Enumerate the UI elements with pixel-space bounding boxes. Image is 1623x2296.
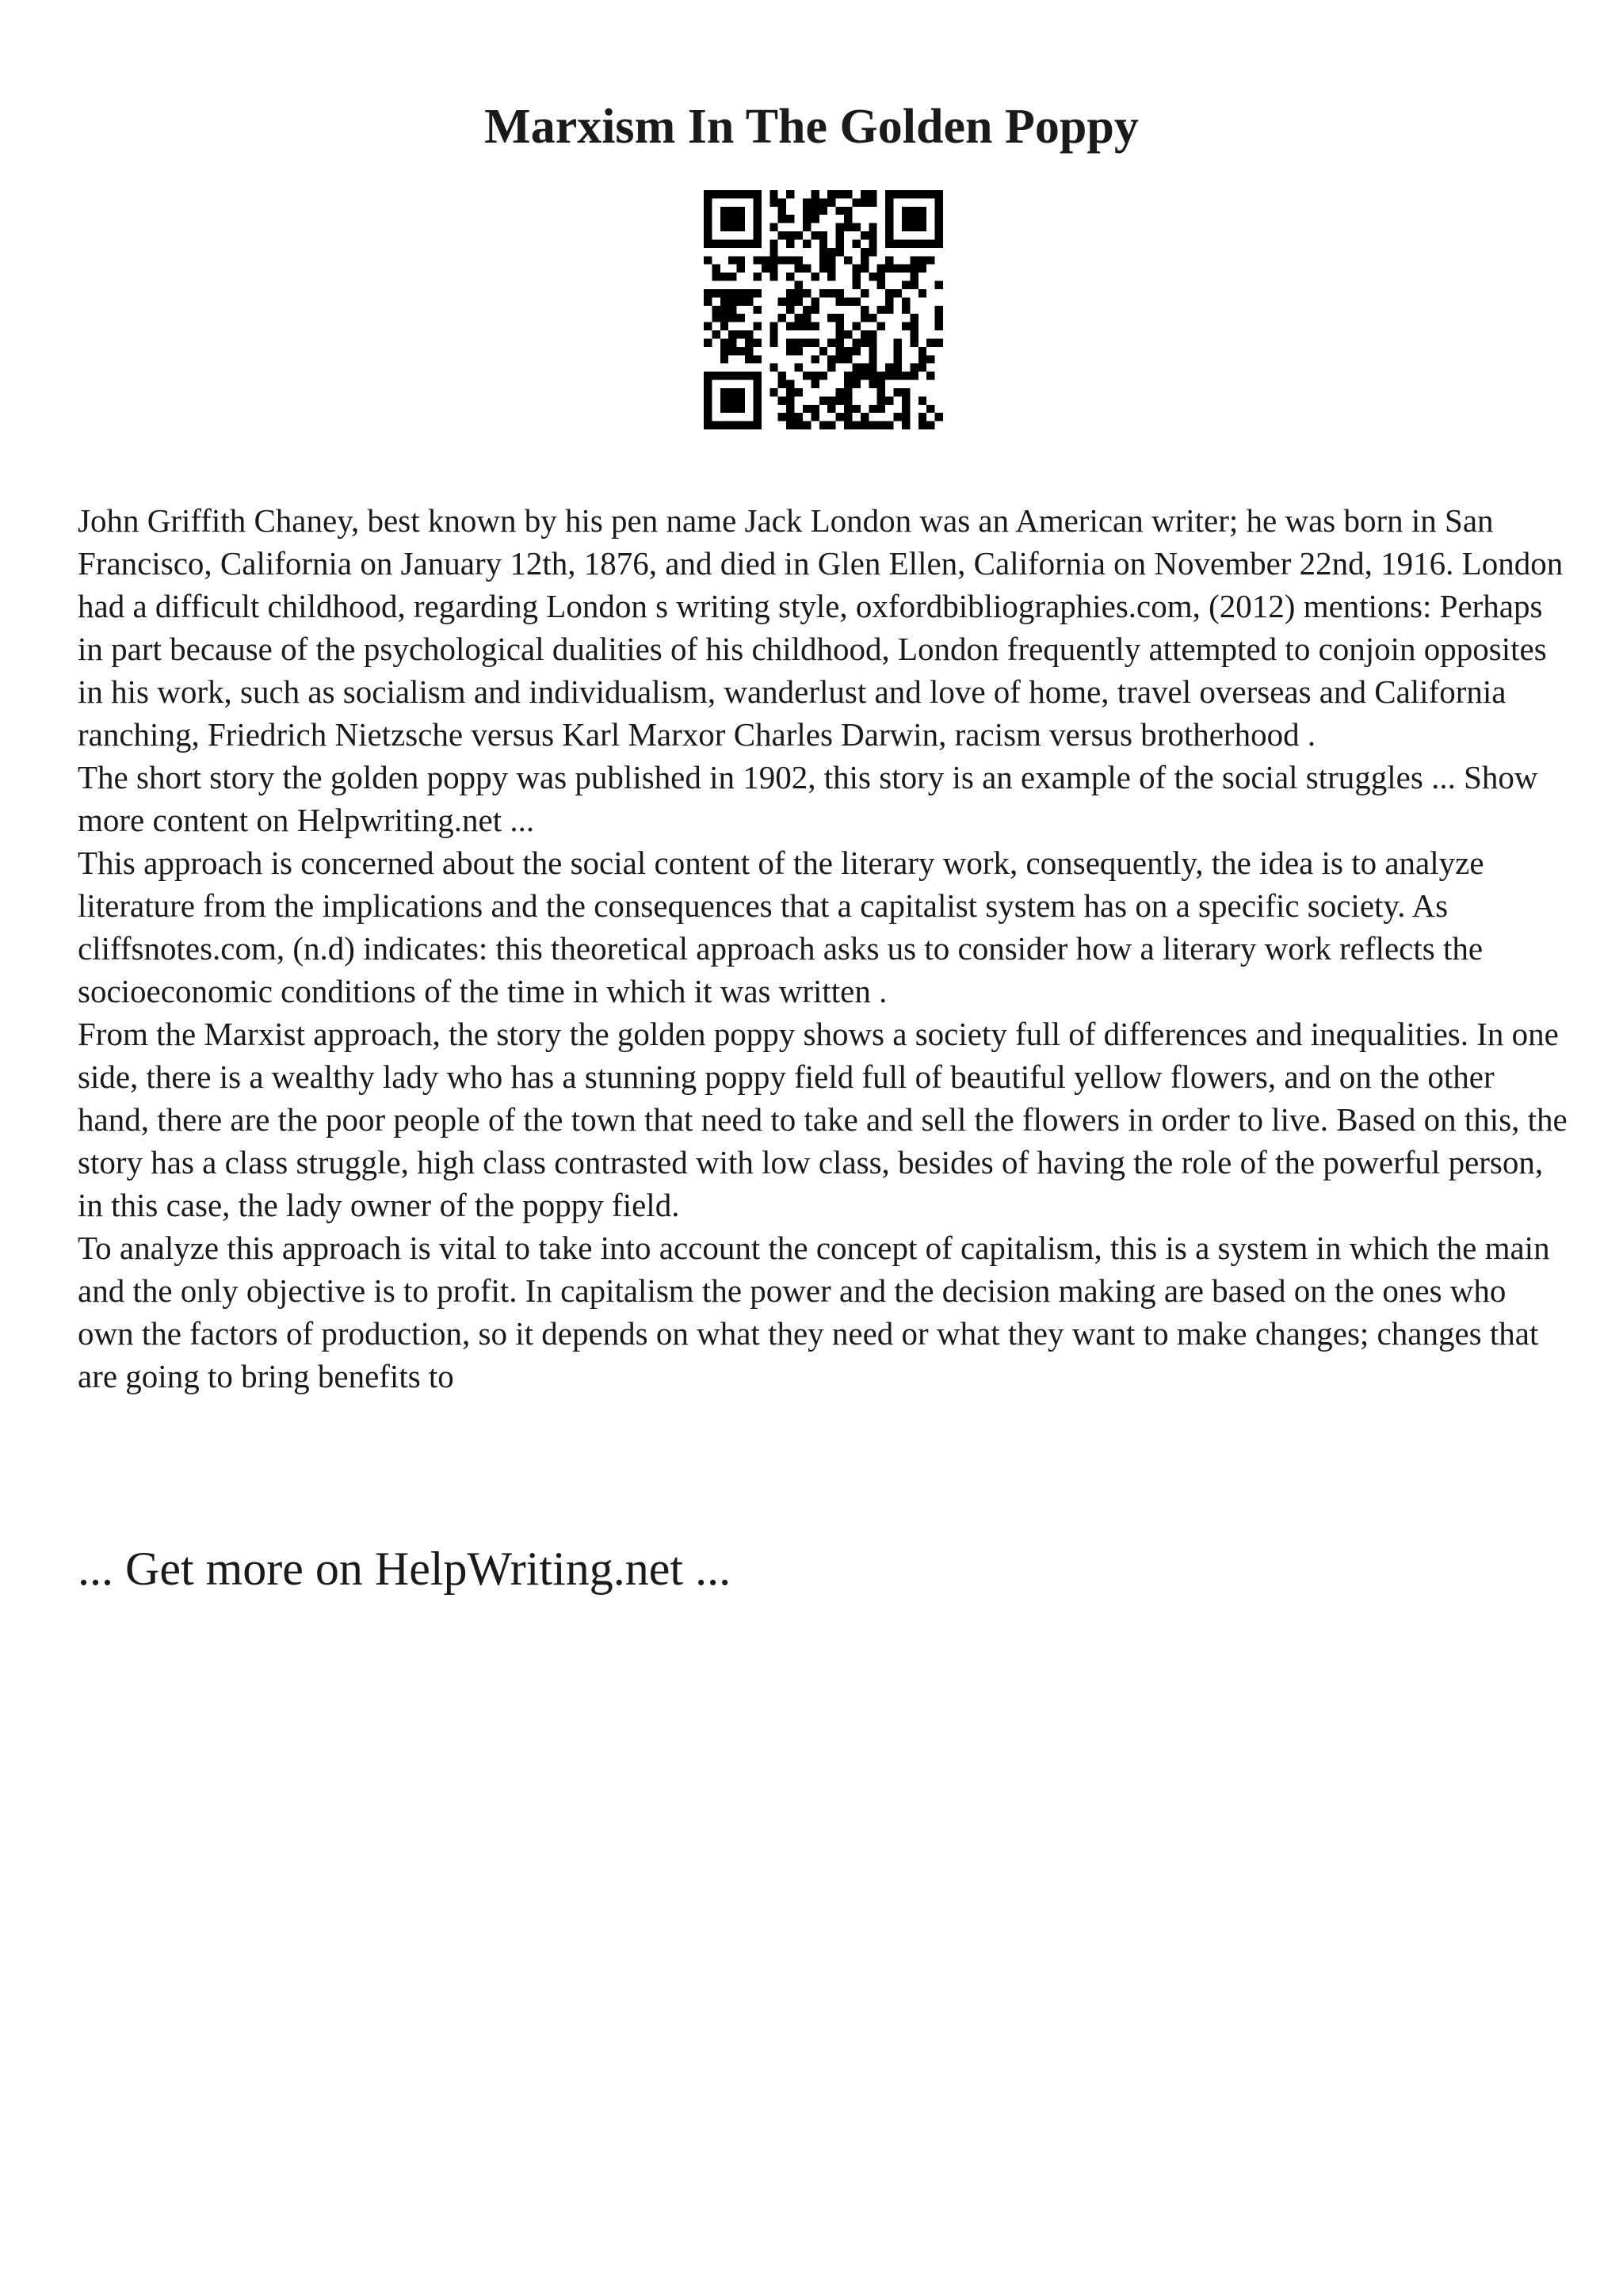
paragraph-short-story: The short story the golden poppy was published in 1902, this story is an example of the social struggles ... Show more content on Helpwriting.net ... (78, 759, 1538, 838)
qr-code-icon[interactable] (704, 190, 943, 429)
get-more-link[interactable]: ... Get more on HelpWriting.net ... (78, 1543, 731, 1595)
paragraph-capitalism: To analyze this approach is vital to take into account the concept of capitalism, this is a system in which the main and the only objective is to profit. In capitalism the power and the decision making are based on the ones who own the factors of production, so it depends on what they need or what they want to make changes; changes that are going to bring benefits to (78, 1230, 1550, 1394)
paragraph-intro: John Griffith Chaney, best known by his pen name Jack London was an American writer; he was born in San Francisco, California on January 12th, 1876, and died in Glen Ellen, California on November 22nd, 1916. London had a difficult childhood, regarding London s writing style, oxfordbibliographies.com, (2012) mentions: Perhaps in part because of the psychological dualities of his childhood, London frequently attempted to conjoin opposites in his work, such as socialism and individualism, wanderlust and love of home, travel overseas and California ranching, Friedrich Nietzsche versus Karl Marxor Charles Darwin, racism versus brotherhood . (78, 502, 1564, 753)
paragraph-approach: This approach is concerned about the social content of the literary work, consequently, the idea is to analyze literature from the implications and the consequences that a capitalist system has on a specific society. As cliffsnotes.com, (n.d) indicates: this theoretical approach asks us to consider how a literary work reflects the socioeconomic conditions of the time in which it was written . (78, 845, 1484, 1009)
document-title: Marxism In The Golden Poppy (484, 100, 1139, 154)
paragraph-marxist: From the Marxist approach, the story the golden poppy shows a society full of differences and inequalities. In one side, there is a wealthy lady who has a stunning poppy field full of beautiful yellow flowers, and on the other hand, there are the poor people of the town that need to take and sell the flowers in order to live. Based on this, the story has a class struggle, high class contrasted with low class, besides of having the role of the powerful person, in this case, the lady owner of the poppy field. (78, 1016, 1568, 1223)
article-body (78, 499, 1568, 1398)
